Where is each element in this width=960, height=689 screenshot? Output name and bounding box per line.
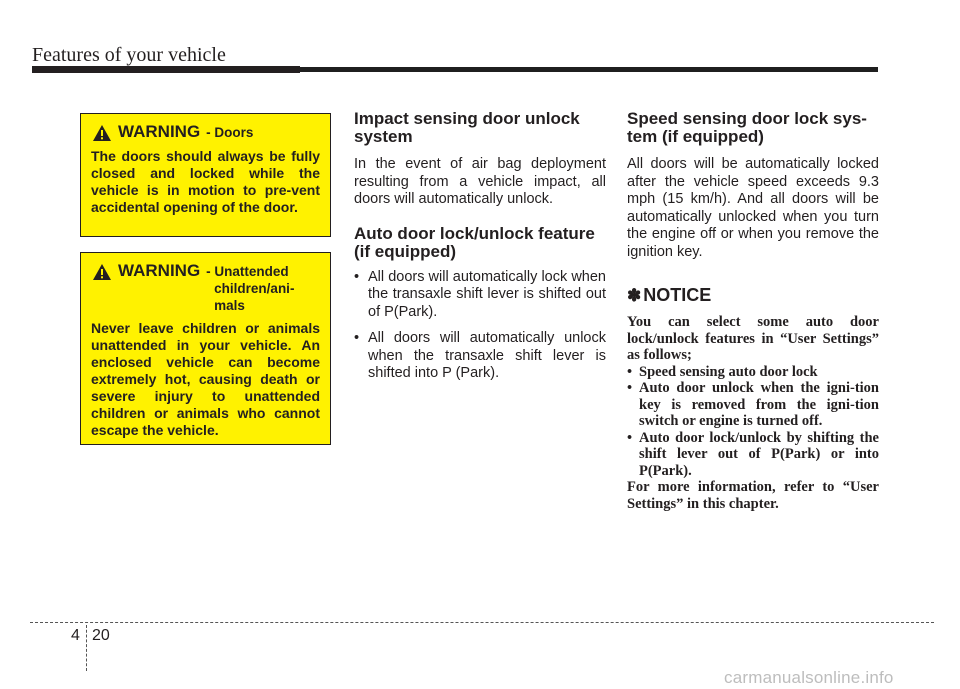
auto-lock-list: [354, 269, 606, 383]
header-rule-accent: [32, 66, 300, 73]
notice-intro: You can select some auto door lock/unlock features in “User Settings” as follows;: [627, 314, 879, 363]
warning-subtitle-line1: - Unattended: [206, 264, 289, 279]
page-number-divider: [86, 625, 87, 671]
impact-heading: [354, 110, 606, 146]
warning-triangle-icon: [92, 124, 112, 142]
auto-lock-heading-line1: Auto door lock/unlock feature: [354, 223, 595, 243]
warning-subtitle-line3: mals: [214, 298, 245, 313]
list-item: • All doors will automatically unlock when the transaxle shift lever is shifted into P (Park).: [354, 330, 606, 383]
warning-label: WARNING: [118, 122, 201, 141]
page-header-title: Features of your vehicle: [32, 44, 226, 66]
watermark: carmanualsonline.info: [724, 668, 894, 687]
warning-box-doors: [80, 113, 331, 237]
page-number: 20: [92, 627, 110, 644]
right-column: [627, 110, 879, 512]
warning-label: WARNING: [118, 261, 201, 280]
list-item: • Auto door unlock when the igni-tion key is removed from the igni-tion switch or engine is turned off.: [627, 380, 879, 430]
warning-triangle-icon: [92, 263, 112, 281]
impact-heading-line2: system: [354, 127, 413, 146]
notice-title: NOTICE: [643, 285, 712, 305]
list-item: • Speed sensing auto door lock: [627, 364, 879, 381]
impact-body: In the event of air bag deployment resulting from a vehicle impact, all doors will automatically unlock.: [354, 156, 606, 207]
footer-rule: [30, 622, 934, 623]
notice-star-icon: ✽: [627, 285, 642, 305]
chapter-number: 4: [71, 627, 80, 644]
speed-lock-heading: [627, 110, 879, 146]
warning-subtitle-line2: children/ani-: [214, 281, 295, 296]
auto-lock-heading: [354, 225, 606, 261]
warning-body: The doors should always be fully closed and locked while the vehicle is in motion to pre-vent accidental opening of the door.: [91, 148, 320, 215]
speed-lock-heading-line2: tem (if equipped): [627, 127, 764, 146]
auto-lock-heading-line2: (if equipped): [354, 241, 456, 261]
speed-lock-heading-line1: Speed sensing door lock sys-: [627, 109, 867, 128]
list-item: • Auto door lock/unlock by shifting the shift lever out of P(Park) or into P(Park).: [627, 430, 879, 480]
warning-header: [92, 122, 320, 142]
notice-list: [627, 364, 879, 480]
warning-body: Never leave children or animals unattended in your vehicle. An enclosed vehicle can become extremely hot, causing death or severe injury to unattended children or animals who cannot escape the vehicle.: [91, 320, 320, 438]
warning-subtitle: - Doors: [206, 125, 254, 140]
warning-header: [92, 261, 320, 314]
speed-lock-body: All doors will be automatically locked after the vehicle speed exceeds 9.3 mph (15 km/h). And all doors will be automatically unlocked when you turn the engine off or when you remove the ignition key.: [627, 156, 879, 260]
list-item: • All doors will automatically lock when the transaxle shift lever is shifted out of P(Park).: [354, 269, 606, 322]
middle-column: [354, 110, 606, 392]
notice-body: [627, 314, 879, 512]
impact-heading-line1: Impact sensing door unlock: [354, 109, 580, 128]
notice-heading: [627, 285, 879, 306]
warning-box-children: [80, 252, 331, 445]
notice-outro: For more information, refer to “User Settings” in this chapter.: [627, 479, 879, 512]
